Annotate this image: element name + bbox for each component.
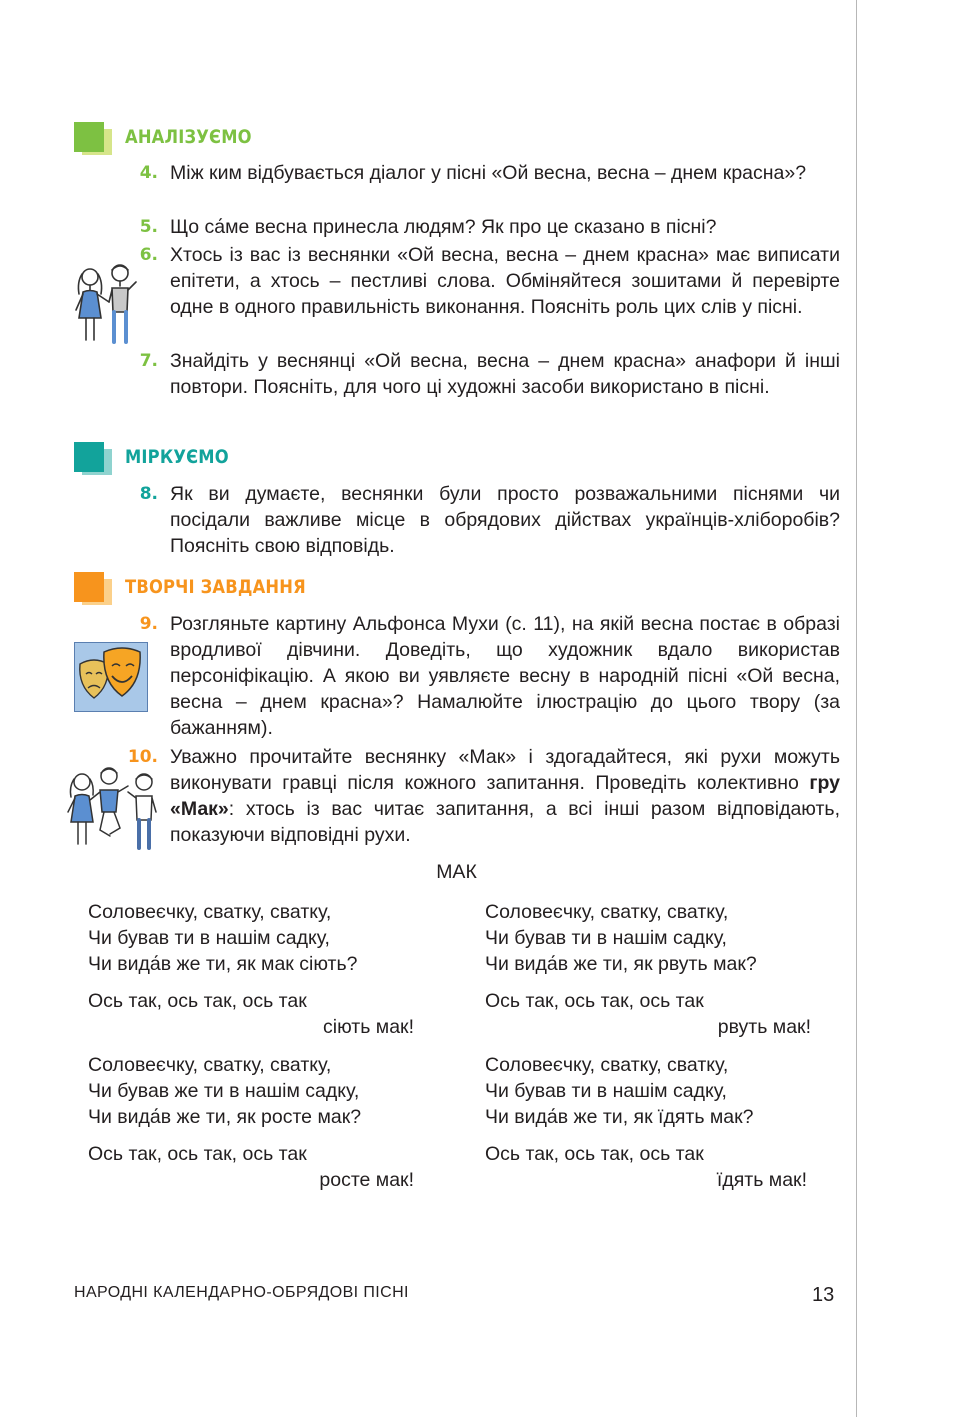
section-square: [74, 122, 104, 152]
poem-line: Чи вида́в же ти, як їдять мак?: [485, 1106, 754, 1128]
poem-stanza: [88, 1052, 361, 1130]
task-item: [122, 611, 840, 741]
section-title: ТВОРЧІ ЗАВДАННЯ: [125, 576, 306, 598]
poem-line: Чи вида́в же ти, як мак сіють?: [88, 953, 358, 975]
task-item: [122, 481, 840, 559]
section-title: МІРКУЄМО: [125, 446, 229, 468]
task-text: Що са́ме весна принесла людям? Як про це сказано в пісні?: [170, 216, 717, 238]
task-text-part: : хтось із вас читає запитання, а всі інші разом відповідають, показуючи відповідні рухи.: [170, 798, 840, 846]
poem-stanza: [88, 1141, 414, 1193]
poem-stanza: [485, 1052, 754, 1130]
task-number: 8.: [139, 484, 158, 504]
task-item: [122, 348, 840, 400]
group-of-kids-icon: [62, 764, 168, 856]
task-number: 7.: [139, 351, 158, 371]
poem-line: Чи бував ти в нашім садку,: [485, 1080, 727, 1102]
task-text: Між ким відбувається діалог у пісні «Ой весна, весна – днем красна»?: [170, 162, 807, 184]
page-edge-rule: [856, 0, 857, 1417]
poem-line: Чи бував ти в нашім садку,: [88, 927, 330, 949]
theatre-masks-icon: [74, 642, 148, 712]
poem-line: Чи вида́в же ти, як росте мак?: [88, 1106, 362, 1128]
poem-line-right: їдять мак!: [716, 1169, 807, 1191]
section-title: АНАЛІЗУЄМО: [125, 126, 252, 148]
poem-line: Ось так, ось так, ось так: [485, 1143, 704, 1165]
poem-stanza: [485, 988, 811, 1040]
poem-stanza: [88, 988, 414, 1040]
task-number: 4.: [139, 163, 158, 183]
task-number: 9.: [139, 614, 158, 634]
poem-stanza: [485, 899, 757, 977]
task-item: [122, 214, 840, 240]
poem-title: МАК: [436, 861, 477, 883]
poem-stanza: [485, 1141, 807, 1193]
game-name: гру «Мак»: [170, 772, 840, 820]
section-square: [74, 442, 104, 472]
poem-line: Соловеєчку, сватку, сватку,: [88, 901, 332, 923]
task-text: Як ви думаєте, веснянки були просто розважальними піснями чи посідали важливе місце в обрядових дійствах українців-хліборобів? Поясніть свою відповідь.: [170, 483, 840, 557]
poem-line-right: сіють мак!: [323, 1016, 414, 1038]
poem-line: Соловеєчку, сватку, сватку,: [485, 1054, 729, 1076]
task-item: [122, 744, 840, 848]
task-item: [122, 160, 840, 186]
pair-of-kids-icon: [70, 262, 146, 350]
page-number: 13: [812, 1284, 835, 1306]
task-text: Розгляньте картину Альфонса Мухи (с. 11), на якій весна постає в образі вродливої дівчини. Доведіть, що художник вдало використав персоніфікацію. А якою ви уявляєте весну в народній пісні «Ой весна, весна – днем красна»? Намалюйте ілюстрацію до цього твору (за бажанням).: [170, 613, 840, 739]
section-square: [74, 572, 104, 602]
task-number: 6.: [139, 245, 158, 265]
poem-line-right: рвуть мак!: [717, 1016, 811, 1038]
task-text-part: Уважно прочитайте веснянку «Мак» і здогадайтеся, які рухи можуть виконувати гравці після кожного запитання. Проведіть колективно: [170, 746, 840, 794]
running-footer-title: НАРОДНІ КАЛЕНДАРНО-ОБРЯДОВІ ПІСНІ: [74, 1284, 409, 1301]
poem-stanza: [88, 899, 357, 977]
poem-line-right: росте мак!: [319, 1169, 414, 1191]
task-text: Знайдіть у веснянці «Ой весна, весна – днем красна» анафори й інші повтори. Поясніть, для чого ці художні засоби використано в пісні.: [170, 350, 840, 398]
poem-line: Ось так, ось так, ось так: [485, 990, 704, 1012]
poem-line: Чи бував ти в нашім садку,: [485, 927, 727, 949]
poem-line: Чи вида́в же ти, як рвуть мак?: [485, 953, 757, 975]
task-text: [170, 744, 840, 848]
poem-line: Соловеєчку, сватку, сватку,: [485, 901, 729, 923]
poem-line: Соловеєчку, сватку, сватку,: [88, 1054, 332, 1076]
task-number: 10.: [127, 747, 158, 767]
poem-line: Ось так, ось так, ось так: [88, 1143, 307, 1165]
task-number: 5.: [139, 217, 158, 237]
poem-line: Чи бував же ти в нашім садку,: [88, 1080, 360, 1102]
task-text: Хтось із вас із веснянки «Ой весна, весна – днем красна» має виписати епітети, а хтось – пестливі слова. Обміняйтеся зошитами й перевірте одне в одного правильність виконання. Поясніть роль цих слів у пісні.: [170, 244, 840, 318]
poem-line: Ось так, ось так, ось так: [88, 990, 307, 1012]
task-item: [122, 242, 840, 320]
